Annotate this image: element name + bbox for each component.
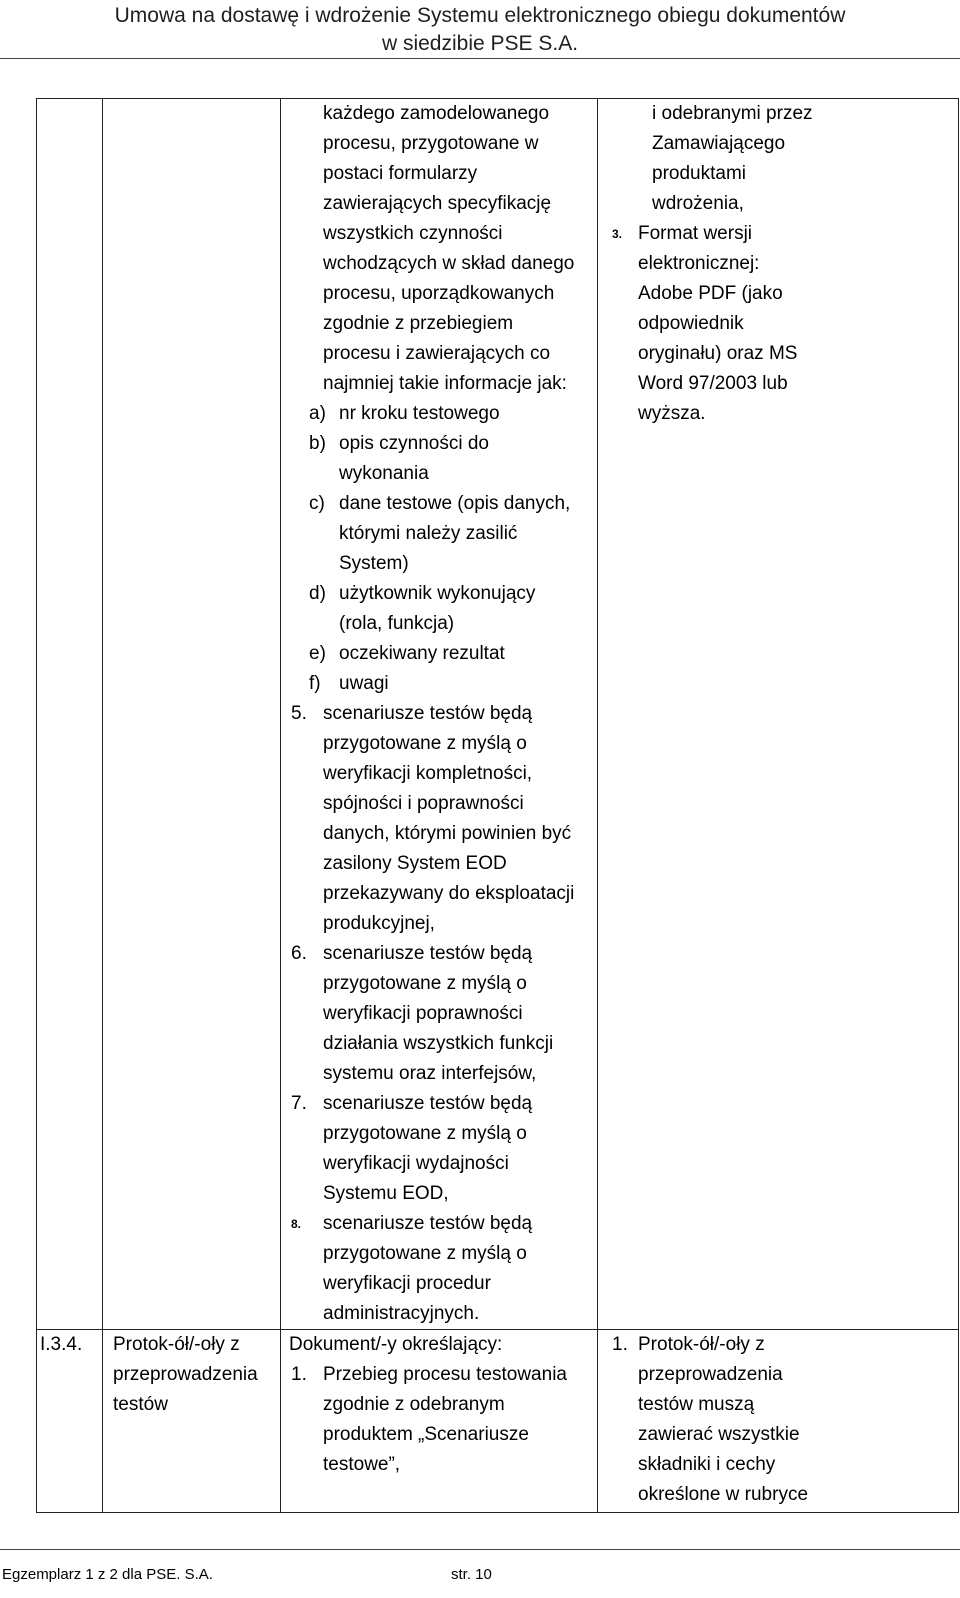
sub-item-text [339, 669, 597, 699]
requirement-text [638, 1330, 958, 1510]
item-line: spójności i poprawności [323, 793, 524, 814]
sub-item-letter: a) [309, 403, 326, 424]
sub-item-letter: b) [309, 433, 326, 454]
requirement-line: Adobe PDF (jako [638, 283, 783, 304]
table-row [37, 1330, 959, 1513]
requirements-table [36, 98, 959, 1513]
requirement-line: Format wersji [638, 223, 753, 244]
item-line: danych, którymi powinien być [323, 823, 572, 844]
description-line: najmniej takie informacje jak: [323, 373, 567, 394]
page-footer [0, 1549, 960, 1598]
item-line: systemu oraz interfejsów, [323, 1063, 537, 1084]
doc-item-text [321, 1360, 597, 1480]
cell-name [103, 99, 281, 1330]
row-name-line: testów [113, 1394, 168, 1415]
doc-numbered-item [281, 1360, 597, 1480]
item-line: weryfikacji kompletności, [323, 763, 533, 784]
requirement-line: zawierać wszystkie [638, 1424, 800, 1445]
requirement-line: Protok-ół/-oły z [638, 1334, 765, 1355]
sub-item [281, 669, 597, 699]
requirement-line: składniki i cechy [638, 1454, 776, 1475]
row-id: I.3.4. [40, 1334, 83, 1355]
requirement-line: określone w rubryce [638, 1484, 809, 1505]
sub-item-letter: f) [309, 673, 321, 694]
description-line: zawierających specyfikację [323, 193, 552, 214]
footer-page-number: str. 10 [451, 1566, 492, 1583]
item-line: przygotowane z myślą o [323, 973, 527, 994]
item-number: 6. [291, 943, 307, 964]
doc-item-line: produktem „Scenariusze [323, 1424, 529, 1445]
sub-item-text [339, 639, 597, 669]
item-text [321, 1209, 597, 1329]
item-text [321, 1089, 597, 1209]
doc-item [281, 1360, 597, 1480]
sub-item [281, 579, 597, 639]
requirement-line: przeprowadzenia [638, 1364, 783, 1385]
requirement-line: Word 97/2003 lub [638, 373, 788, 394]
description-line: postaci formularzy [323, 163, 478, 184]
cell-requirements [598, 1330, 959, 1513]
sub-item-line: którymi należy zasilić [339, 523, 518, 544]
item-line: przygotowane z myślą o [323, 1243, 527, 1264]
requirement-line: testów muszą [638, 1394, 755, 1415]
footer-copy-label: Egzemplarz 1 z 2 dla PSE. S.A. [2, 1566, 213, 1583]
numbered-item [281, 1209, 597, 1329]
sub-item [281, 489, 597, 579]
requirement-numbered-item [598, 1330, 958, 1510]
sub-item-letter: e) [309, 643, 326, 664]
item-line: przygotowane z myślą o [323, 1123, 527, 1144]
item-line: weryfikacji procedur [323, 1273, 491, 1294]
item-number: 8. [291, 1217, 302, 1231]
sub-item-text [339, 489, 597, 579]
numbered-item [281, 1089, 597, 1209]
doc-item-number: 1. [291, 1364, 307, 1385]
cell-id [37, 99, 103, 1330]
doc-heading: Dokument/-y określający: [289, 1334, 503, 1355]
sub-item-letter: d) [309, 583, 326, 604]
sub-item-line: użytkownik wykonujący [339, 583, 536, 604]
sub-item [281, 399, 597, 429]
requirement-line: Zamawiającego [652, 133, 786, 154]
requirement-item [598, 1330, 958, 1510]
sub-item-line: System) [339, 553, 409, 574]
requirement-number: 3. [612, 227, 623, 241]
description-line: wszystkich czynności [323, 223, 503, 244]
sub-item-letter: c) [309, 493, 325, 514]
item-line: scenariusze testów będą [323, 943, 533, 964]
sub-item-line: wykonania [339, 463, 429, 484]
item-line: przygotowane z myślą o [323, 733, 527, 754]
description-line: wchodzących w skład danego [323, 253, 575, 274]
sub-item-line: nr kroku testowego [339, 403, 500, 424]
item-line: administracyjnych. [323, 1303, 480, 1324]
numbered-item [281, 939, 597, 1089]
requirement-numbered-item [598, 219, 958, 429]
sub-item-line: oczekiwany rezultat [339, 643, 505, 664]
item-line: weryfikacji wydajności [323, 1153, 509, 1174]
sub-item-text [339, 399, 597, 429]
description-line: zgodnie z przebiegiem [323, 313, 514, 334]
cell-id [37, 1330, 103, 1513]
numbered-item [281, 699, 597, 939]
doc-item-line: zgodnie z odebranym [323, 1394, 505, 1415]
item-text [321, 939, 597, 1089]
sub-item [281, 429, 597, 489]
item-line: scenariusze testów będą [323, 703, 533, 724]
cell-description [281, 1330, 598, 1513]
row-name-line: przeprowadzenia [113, 1364, 258, 1385]
doc-item-line: testowe”, [323, 1454, 401, 1475]
requirements-text [598, 99, 958, 429]
header-title-line-1: Umowa na dostawę i wdrożenie Systemu elektronicznego obiegu dokumentów [114, 4, 846, 27]
cell-requirements [598, 99, 959, 1330]
item-line: scenariusze testów będą [323, 1093, 533, 1114]
requirement-line: wyższa. [638, 403, 706, 424]
item-number: 7. [291, 1093, 307, 1114]
cell-description [281, 99, 598, 1330]
requirement-number: 1. [612, 1334, 628, 1355]
requirement-line: i odebranymi przez [652, 103, 813, 124]
row-name [103, 1330, 280, 1420]
item-line: scenariusze testów będą [323, 1213, 533, 1234]
sub-item-line: (rola, funkcja) [339, 613, 455, 634]
header-title-line-2: w siedzibie PSE S.A. [381, 32, 579, 55]
item-number: 5. [291, 703, 307, 724]
requirement-text [638, 219, 958, 429]
cell-name [103, 1330, 281, 1513]
sub-item-text [339, 429, 597, 489]
doc-item-line: Przebieg procesu testowania [323, 1364, 567, 1385]
table-row [37, 99, 959, 1330]
item-text [321, 699, 597, 939]
item-line: produkcyjnej, [323, 913, 435, 934]
item-line: działania wszystkich funkcji [323, 1033, 554, 1054]
item-line: Systemu EOD, [323, 1183, 449, 1204]
requirement-line: oryginału) oraz MS [638, 343, 798, 364]
item-line: przekazywany do eksploatacji [323, 883, 575, 904]
description-text [281, 99, 597, 1329]
description-line: procesu i zawierających co [323, 343, 551, 364]
sub-item-line: uwagi [339, 673, 389, 694]
requirement-line: produktami [652, 163, 746, 184]
description-line: procesu, uporządkowanych [323, 283, 555, 304]
sub-item [281, 639, 597, 669]
page-header [0, 0, 960, 59]
sub-item-text [339, 579, 597, 639]
requirement-line: elektronicznej: [638, 253, 760, 274]
requirement-line: wdrożenia, [652, 193, 744, 214]
sub-item-line: dane testowe (opis danych, [339, 493, 571, 514]
description-line: procesu, przygotowane w [323, 133, 539, 154]
row-name-line: Protok-ół/-oły z [113, 1334, 240, 1355]
requirement-line: odpowiednik [638, 313, 744, 334]
item-line: zasilony System EOD [323, 853, 507, 874]
sub-item-line: opis czynności do [339, 433, 489, 454]
item-line: weryfikacji poprawności [323, 1003, 523, 1024]
description-line: każdego zamodelowanego [323, 103, 550, 124]
